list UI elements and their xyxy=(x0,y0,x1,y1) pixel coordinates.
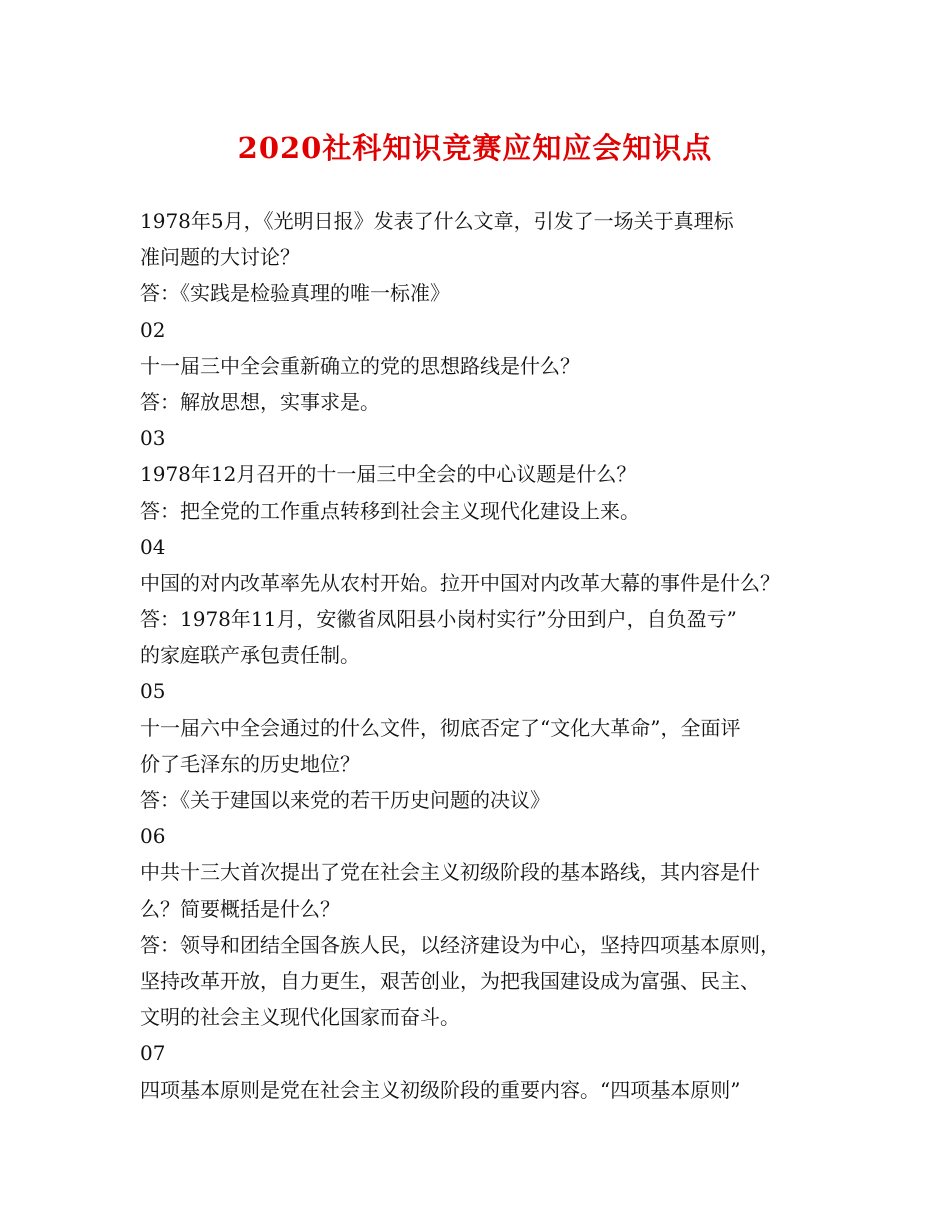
text-line: 四项基本原则是党在社会主义初级阶段的重要内容。“四项基本原则” xyxy=(140,1077,741,1102)
text-line: 的家庭联产承包责任制。 xyxy=(140,643,360,668)
text-line: 价了毛泽东的历史地位？ xyxy=(140,751,360,776)
document-body xyxy=(140,203,830,1108)
text-line: 十一届六中全会通过的什么文件，彻底否定了“文化大革命”，全面评 xyxy=(140,715,741,740)
text-line: 答：领导和团结全国各族人民，以经济建设为中心，坚持四项基本原则， xyxy=(140,932,780,957)
text-line: 03 xyxy=(140,426,166,451)
text-line: 04 xyxy=(140,534,166,559)
text-line: 05 xyxy=(140,679,166,704)
text-line: 答：《关于建国以来党的若干历史问题的决议》 xyxy=(140,788,550,812)
text-line: 1978年12月召开的十一届三中全会的中心议题是什么？ xyxy=(140,462,637,487)
text-line: 答：《实践是检验真理的唯一标准》 xyxy=(140,281,450,306)
text-line: 06 xyxy=(140,824,166,849)
text-line: 07 xyxy=(140,1041,166,1066)
text-line: 答：解放思想，实事求是。 xyxy=(140,389,380,414)
text-line: 02 xyxy=(140,317,166,342)
text-line: 答：1978年11月，安徽省凤阳县小岗村实行”分田到户，自负盈亏” xyxy=(140,607,737,632)
text-line: 1978年5月，《光明日报》发表了什么文章，引发了一场关于真理标 xyxy=(140,209,734,233)
text-line: 中共十三大首次提出了党在社会主义初级阶段的基本路线，其内容是什 xyxy=(140,860,760,885)
text-line: 中国的对内改革率先从农村开始。拉开中国对内改革大幕的事件是什么？ xyxy=(140,570,780,595)
text-line: 么？简要概括是什么？ xyxy=(140,896,340,921)
text-line: 答：把全党的工作重点转移到社会主义现代化建设上来。 xyxy=(140,498,640,523)
text-line: 准问题的大讨论？ xyxy=(140,245,300,270)
text-line: 文明的社会主义现代化国家而奋斗。 xyxy=(140,1005,460,1030)
text-line: 坚持改革开放，自力更生，艰苦创业，为把我国建设成为富强、民主、 xyxy=(140,968,760,993)
document-title: 2020社科知识竞赛应知应会知识点 xyxy=(237,131,713,165)
text-line: 十一届三中全会重新确立的党的思想路线是什么？ xyxy=(140,353,580,378)
